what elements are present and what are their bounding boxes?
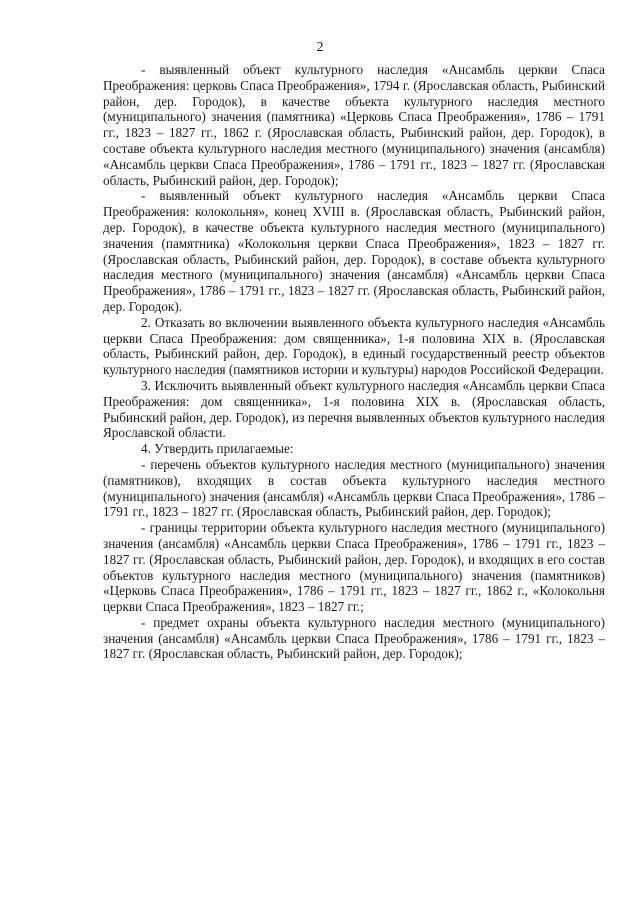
paragraph-2-refuse-inclusion: 2. Отказать во включении выявленного объекта культурного наследия «Ансамбль церкви Спаса Преображения: дом священника», 1-я половина XIX в. (Ярославская область, Рыбинский район, дер. Городок), в единый государственный реестр объектов культурного наследия (памятников истории и культуры) народов Российской Федерации. [103,314,605,378]
paragraph-4-approve: 4. Утвердить прилагаемые: [141,441,294,457]
paragraph-1-bullet-bell-tower: - выявленный объект культурного наследия «Ансамбль церкви Спаса Преображения: колокольня», конец XVIII в. (Ярославская область, Рыбинский район, дер. Городок), в качестве объекта культурного наследия местного (муниципального) значения (памятника) «Колокольня церкви Спаса Преображения», 1823 – 1827 гг. (Ярославская область, Рыбинский район, дер. Городок), в составе объекта культурного наследия местного (муниципального) значения (ансамбля) «Ансамбль церкви Спаса Преображения», 1786 – 1791 гг., 1823 – 1827 гг. (Ярославская область, Рыбинский район, дер. Городок). [103,188,605,314]
paragraph-3-exclude-object: 3. Исключить выявленный объект культурного наследия «Ансамбль церкви Спаса Преображения: дом священника», 1-я половина XIX в. (Ярославская область, Рыбинский район, дер. Городок), из перечня выявленных объектов культурного наследия Ярославской области. [103,377,605,441]
paragraph-1-bullet-church: - выявленный объект культурного наследия «Ансамбль церкви Спаса Преображения: церковь Спаса Преображения», 1794 г. (Ярославская область, Рыбинский район, дер. Городок), в качестве объекта культурного наследия местного (муниципального) значения (памятника) «Церковь Спаса Преображения», 1786 – 1791 гг., 1823 – 1827 гг., 1862 г. (Ярославская область, Рыбинский район, дер. Городок), в составе объекта культурного наследия местного (муниципального) значения (ансамбля) «Ансамбль церкви Спаса Преображения», 1786 – 1791 гг., 1823 – 1827 гг. (Ярославская область, Рыбинский район, дер. Городок); [103,62,605,188]
paragraph-4-bullet-boundaries: - границы территории объекта культурного наследия местного (муниципального) значения (ансамбля) «Ансамбль церкви Спаса Преображения», 1786 – 1791 гг., 1823 – 1827 гг. (Ярославская область, Рыбинский район, дер. Городок), и входящих в его состав объектов культурного наследия местного (муниципального) значения (памятников) «Церковь Спаса Преображения», 1786 – 1791 гг., 1823 – 1827 гг., 1862 г., «Колокольня церкви Спаса Преображения», 1823 – 1827 гг.; [103,520,605,615]
paragraph-4-bullet-list: - перечень объектов культурного наследия местного (муниципального) значения (памятников), входящих в состав объекта культурного наследия местного (муниципального) значения (ансамбля) «Ансамбль церкви Спаса Преображения», 1786 – 1791 гг., 1823 – 1827 гг. (Ярославская область, Рыбинский район, дер. Городок); [103,456,605,520]
page-number: 2 [316,40,324,55]
document-body [103,62,605,662]
paragraph-4-bullet-protection-subject: - предмет охраны объекта культурного наследия местного (муниципального) значения (ансамбля) «Ансамбль церкви Спаса Преображения», 1786 – 1791 гг., 1823 – 1827 гг. (Ярославская область, Рыбинский район, дер. Городок); [103,614,605,662]
